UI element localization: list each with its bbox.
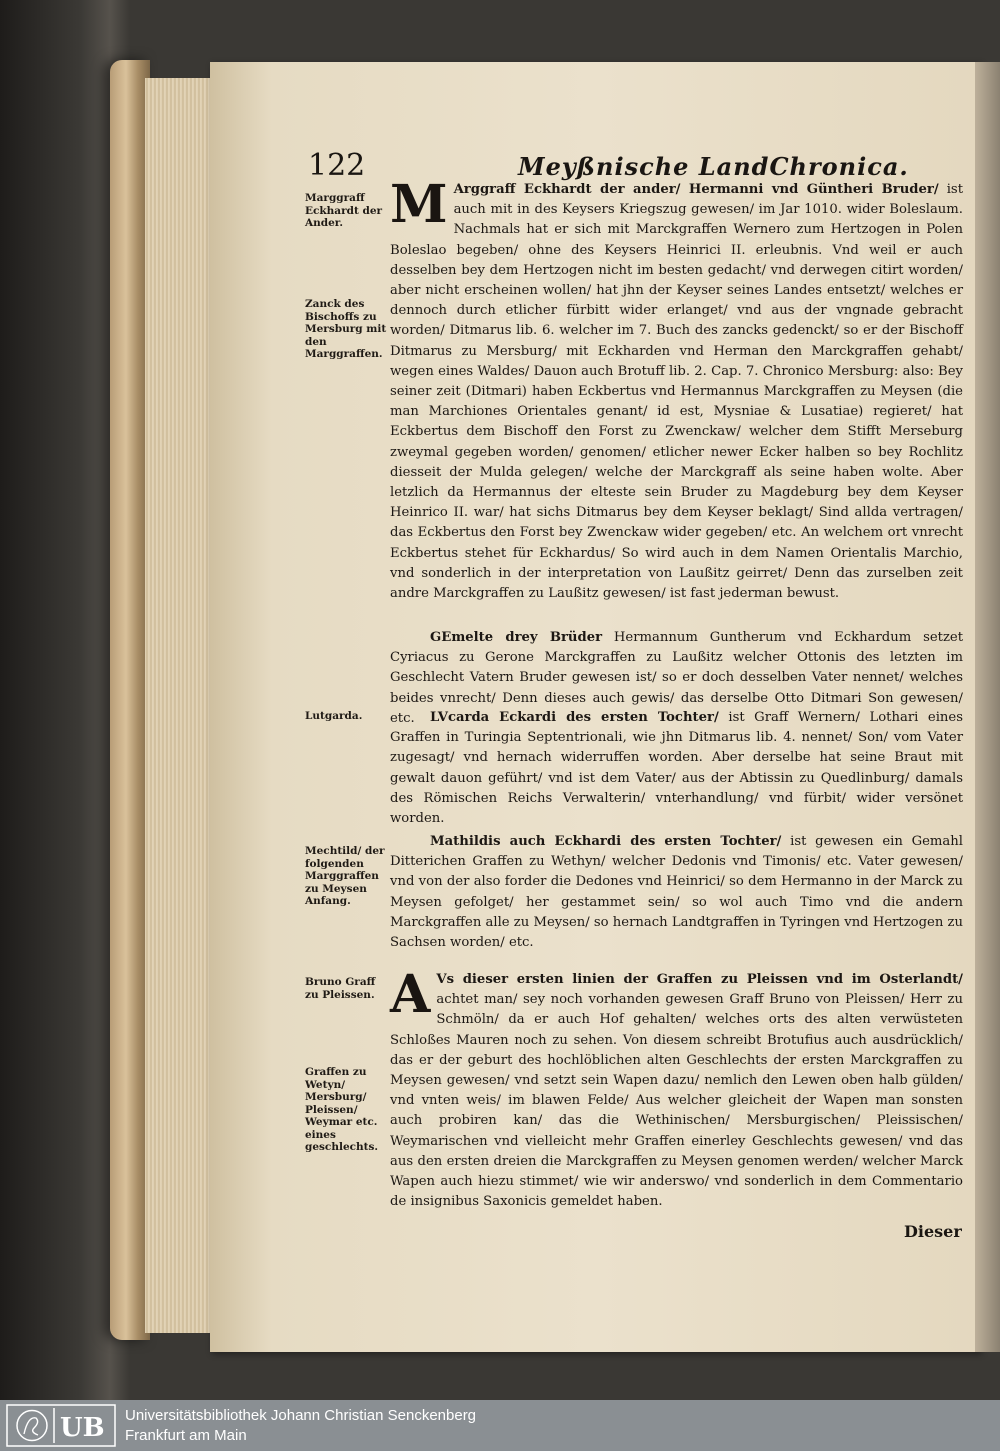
catchword: Dieser xyxy=(904,1222,962,1241)
paragraph-text: achtet man/ sey noch vorhanden gewesen Graff Bruno von Pleissen/ Herr zu Schmöln/ da er auch Hof gehalten/ welches orts des alten verwüsteten Schloßes Mauren noch zu sehen. Von diesem schreibt Brotufius auch ausdrücklich/ das er der geburt des hochlöblichen alten Geschlechts der ersten Marckgraffen zu Meysen gewesen/ vnd setzt sein Wapen dazu/ nemlich den Lewen oben halb gülden/ vnd vnten weis/ im blawen Felde/ Aus welcher gleicheit der Wapen man sonsten auch probiren kan/ das die Wethinischen/ Mersburgischen/ Pleissischen/ Weymarischen vnd vielleicht mehr Graffen einerley Geschlechts gewesen/ vnd das aus den ersten dreien die Marckgraffen zu Meysen genomen werden/ welcher Marck Wapen auch hiezu stimmet/ wie wir anderswo/ vnd sonderlich in dem Commentario de insignibus Saxonicis gemeldet haben. xyxy=(390,992,963,1210)
paragraph xyxy=(390,708,963,828)
margin-note: Graffen zu Wetyn/ Mersburg/ Pleissen/ Weymar etc. eines geschlechts. xyxy=(305,1066,379,1153)
page-number: 122 xyxy=(308,148,366,183)
running-title: Meyßnische LandChronica. xyxy=(518,152,909,181)
library-logo-icon xyxy=(6,1404,116,1447)
paragraph-lead: LVcarda Eckardi des ersten Tochter/ xyxy=(430,710,719,725)
margin-note: Zanck des Bischoffs zu Mersburg mit den Marggraffen. xyxy=(305,298,387,360)
page-gutter xyxy=(975,62,1000,1352)
drop-cap: M xyxy=(390,174,448,235)
paragraph xyxy=(390,832,963,952)
paragraph-lead: Arggraff Eckhardt der ander/ Hermanni vnd Güntheri Bruder/ xyxy=(453,182,939,197)
book-cover-edge xyxy=(110,60,150,1340)
library-name: Universitätsbibliothek Johann Christian Senckenberg xyxy=(125,1407,477,1424)
library-location: Frankfurt am Main xyxy=(125,1427,247,1444)
library-footer xyxy=(0,1400,1000,1451)
paragraph-lead: GEmelte drey Brüder xyxy=(430,630,603,645)
paragraph xyxy=(390,174,964,620)
paragraph-text: ist gewesen ein Gemahl Ditterichen Graffen zu Wethyn/ welcher Dedonis vnd Timonis/ etc. Vater gewesen/ vnd von der also forder die Dedones vnd Heinrici/ so dem Hermanno in der Marck zu Meysen gefolget/ her gestammet sein/ so wol auch Timo vnd die andern Marckgraffen alle zu Meysen/ so hernach Landtgraffen in Tyringen vnd Hertzogen zu Sachsen worden/ etc. xyxy=(390,834,964,951)
drop-cap: A xyxy=(390,964,431,1025)
margin-note: Marggraff Eckhardt der Ander. xyxy=(305,192,383,229)
margin-note: Lutgarda. xyxy=(305,710,363,722)
paragraph-text: ist auch mit in des Keysers Kriegszug gewesen/ im Jar 1010. wider Boleslaum. Nachmals hat er sich mit Marckgraffen Wernero zum Hertzogen in Polen Boleslao begeben/ ohne des Keysers Heinrici II. erleubnis. Vnd weil er auch desselben bey dem Hertzogen nicht im besten gedacht/ vnd derwegen citirt worden/ aber nicht erscheinen wollen/ hat jhn der Keyser seines Landes entsetzt/ welches er dennoch durch etlicher fürbitt wider erlanget/ vnd aus der vngnade gebracht worden/ Ditmarus lib. 6. welcher im 7. Buch des zancks gedenckt/ so er der Bischoff Ditmarus zu Mersburg/ mit Eckharden vnd Herman den Marckgraffen gehabt/ wegen eines Waldes/ Dauon auch Brotuff lib. 2. Cap. 7. Chronico Mersburg: also: Bey seiner zeit (Ditmari) haben Eckbertus vnd Hermannus Marckgraffen zu Meysen (die man Marchiones Orientales genant/ id est, Mysniae & Lusatiae) regieret/ hat Eckbertus dem Bischoff den Forst zu Zwenckaw/ welcher dem Stifft Merseburg zweymal gegeben worden/ genomen/ etlicher newer Ecker halben so bey Rochlitz diesseit der Mulda gelegen/ welche der Marckgraff als seine haben wolte. Aber letzlich da Hermannus der elteste sein Bruder zu Magdeburg bey dem Keyser Heinrico II. war/ hat sichs Ditmarus bey dem Keyser beklagt/ Sind allda vertragen/ das Eckbertus den Forst bey Zwenckaw wider gegeben/ etc. An welchem ort vnrecht Eckbertus stehet für Eckhardus/ So wird auch in dem Namen Orientalis Marchio, vnd sonderlich in der interpretation von Laußitz geirret/ Denn das zurselben zeit andre Marckgraffen zu Laußitz gewesen/ ist fast jederman bewust. xyxy=(390,182,964,602)
paragraph xyxy=(390,964,963,1220)
paragraph-lead: Mathildis auch Eckhardi des ersten Tochter/ xyxy=(430,834,782,849)
paragraph-lead: Vs dieser ersten linien der Graffen zu Pleissen vnd im Osterlandt/ xyxy=(436,972,963,987)
margin-note: Bruno Graff zu Pleissen. xyxy=(305,976,376,1001)
logo-text: UB xyxy=(60,1413,105,1443)
paragraph-text: Hermannum Guntherum vnd Eckhardum setzet Cyriacus zu Gerone Marckgraffen zu Laußitz welcher Ottonis des letzten im Geschlecht Vatern Bruder gewesen ist/ so er doch desselben Vater nennet/ welches beides vnrecht/ Denn dieses auch gewis/ das derselbe Otto Ditmari Son gewesen/ etc. xyxy=(390,630,964,726)
paragraph-text: ist Graff Wernern/ Lothari eines Graffen in Turingia Septentrionali, wie jhn Ditmarus lib. 4. nennet/ Son/ vom Vater zugesagt/ vnd hernach widerruffen worden. Aber derselbe hat seine Braut mit gewalt dauon geführt/ vnd ist dem Vater/ aus der Abtissin zu Quedlinburg/ damals des Römischen Reichs Verwalterin/ vnterhandlung/ vnd fürbit/ wider versönet worden. xyxy=(390,710,963,827)
margin-note: Mechtild/ der folgenden Marggraffen zu Meysen Anfang. xyxy=(305,845,385,907)
page-stack xyxy=(145,78,215,1333)
